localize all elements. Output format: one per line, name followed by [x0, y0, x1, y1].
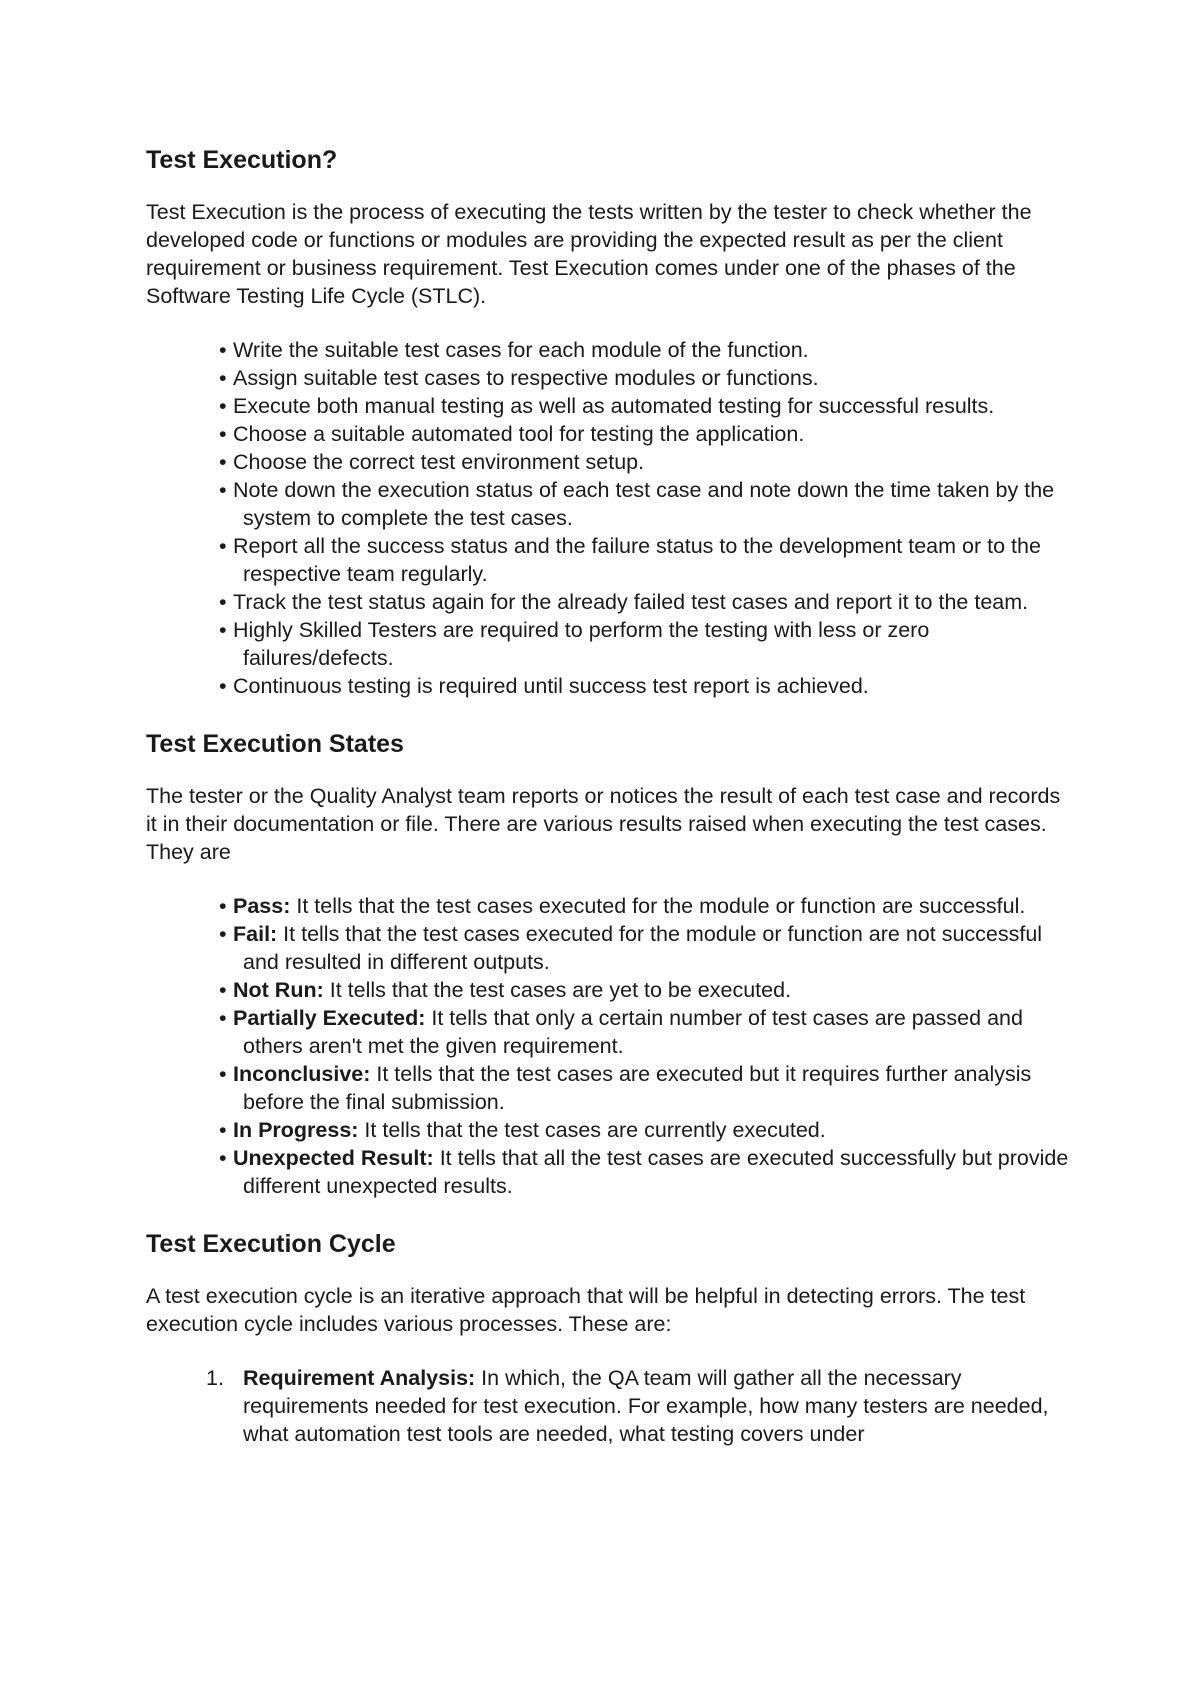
state-description: It tells that all the test cases are executed successfully but provide different unexpected results. [243, 1146, 1069, 1198]
list-item [146, 1116, 1076, 1144]
list-item: •Note down the execution status of each test case and note down the time taken by the system to complete the test cases. [146, 476, 1076, 532]
state-term: Pass: [233, 894, 291, 918]
list-item [146, 1004, 1076, 1060]
step-description: In which, the QA team will gather all the necessary requirements needed for test execution. For example, how many testers are needed, what automation test tools are needed, what testing covers under [243, 1366, 1049, 1446]
section-test-execution-cycle [146, 1226, 1076, 1448]
heading-test-execution-states: Test Execution States [146, 730, 404, 758]
list-item [146, 976, 1076, 1004]
heading-test-execution-cycle: Test Execution Cycle [146, 1230, 396, 1258]
section-test-execution-states [146, 726, 1076, 1200]
section-test-execution [146, 142, 1076, 700]
bullet-icon [219, 588, 233, 616]
list-item: •Track the test status again for the already failed test cases and report it to the team. [146, 588, 1076, 616]
bullet-icon [219, 336, 233, 364]
state-term: Unexpected Result: [233, 1146, 434, 1170]
step-number: 1. [206, 1366, 224, 1390]
bullet-icon [219, 920, 233, 948]
document-content [146, 142, 1076, 1474]
paragraph-test-execution: Test Execution is the process of executing the tests written by the tester to check whether the developed code or functions or modules are providing the expected result as per the client requirement or business requirement. Test Execution comes under one of the phases of the Software Testing Life Cycle (STLC). [146, 200, 1032, 308]
state-description: It tells that only a certain number of test cases are passed and others aren't met the given requirement. [243, 1006, 1023, 1058]
bullet-icon [219, 364, 233, 392]
list-item: •Choose a suitable automated tool for testing the application. [146, 420, 1076, 448]
state-description: It tells that the test cases executed for the module or function are not successful and resulted in different outputs. [243, 922, 1043, 974]
bullet-icon [219, 672, 233, 700]
bullet-icon [219, 1004, 233, 1032]
bullet-icon [219, 532, 233, 560]
list-item [146, 1364, 1076, 1448]
list-item [146, 920, 1076, 976]
state-term: Fail: [233, 922, 278, 946]
bullet-icon [219, 976, 233, 1004]
state-term: Inconclusive: [233, 1062, 371, 1086]
bullet-icon [219, 616, 233, 644]
bullet-icon [219, 1116, 233, 1144]
state-description: It tells that the test cases are executed but it requires further analysis before the final submission. [243, 1062, 1032, 1114]
list-item: •Report all the success status and the failure status to the development team or to the respective team regularly. [146, 532, 1076, 588]
list-item: •Execute both manual testing as well as automated testing for successful results. [146, 392, 1076, 420]
list-item: •Write the suitable test cases for each module of the function. [146, 336, 1076, 364]
list-test-execution-cycle-steps [146, 1364, 1076, 1448]
state-term: Not Run: [233, 978, 324, 1002]
list-test-execution-tasks [146, 336, 1076, 700]
bullet-icon [219, 476, 233, 504]
state-description: It tells that the test cases are currently executed. [358, 1118, 826, 1142]
list-item: •Continuous testing is required until success test report is achieved. [146, 672, 1076, 700]
bullet-icon [219, 892, 233, 920]
paragraph-test-execution-states: The tester or the Quality Analyst team reports or notices the result of each test case and records it in their documentation or file. There are various results raised when executing the test cases. They are [146, 784, 1061, 864]
bullet-icon [219, 392, 233, 420]
bullet-icon [219, 420, 233, 448]
list-item [146, 892, 1076, 920]
heading-test-execution: Test Execution? [146, 146, 338, 174]
list-test-execution-states [146, 892, 1076, 1200]
bullet-icon [219, 1060, 233, 1088]
bullet-icon [219, 448, 233, 476]
list-item [146, 1144, 1076, 1200]
state-description: It tells that the test cases are yet to be executed. [323, 978, 792, 1002]
step-term: Requirement Analysis: [243, 1366, 476, 1390]
list-item: •Highly Skilled Testers are required to perform the testing with less or zero failures/defects. [146, 616, 1076, 672]
state-term: Partially Executed: [233, 1006, 426, 1030]
list-item [146, 1060, 1076, 1116]
bullet-icon [219, 1144, 233, 1172]
list-item: •Assign suitable test cases to respective modules or functions. [146, 364, 1076, 392]
state-term: In Progress: [233, 1118, 359, 1142]
paragraph-test-execution-cycle: A test execution cycle is an iterative approach that will be helpful in detecting errors. The test execution cycle includes various processes. These are: [146, 1284, 1026, 1336]
list-item: •Choose the correct test environment setup. [146, 448, 1076, 476]
state-description: It tells that the test cases executed for the module or function are successful. [290, 894, 1026, 918]
